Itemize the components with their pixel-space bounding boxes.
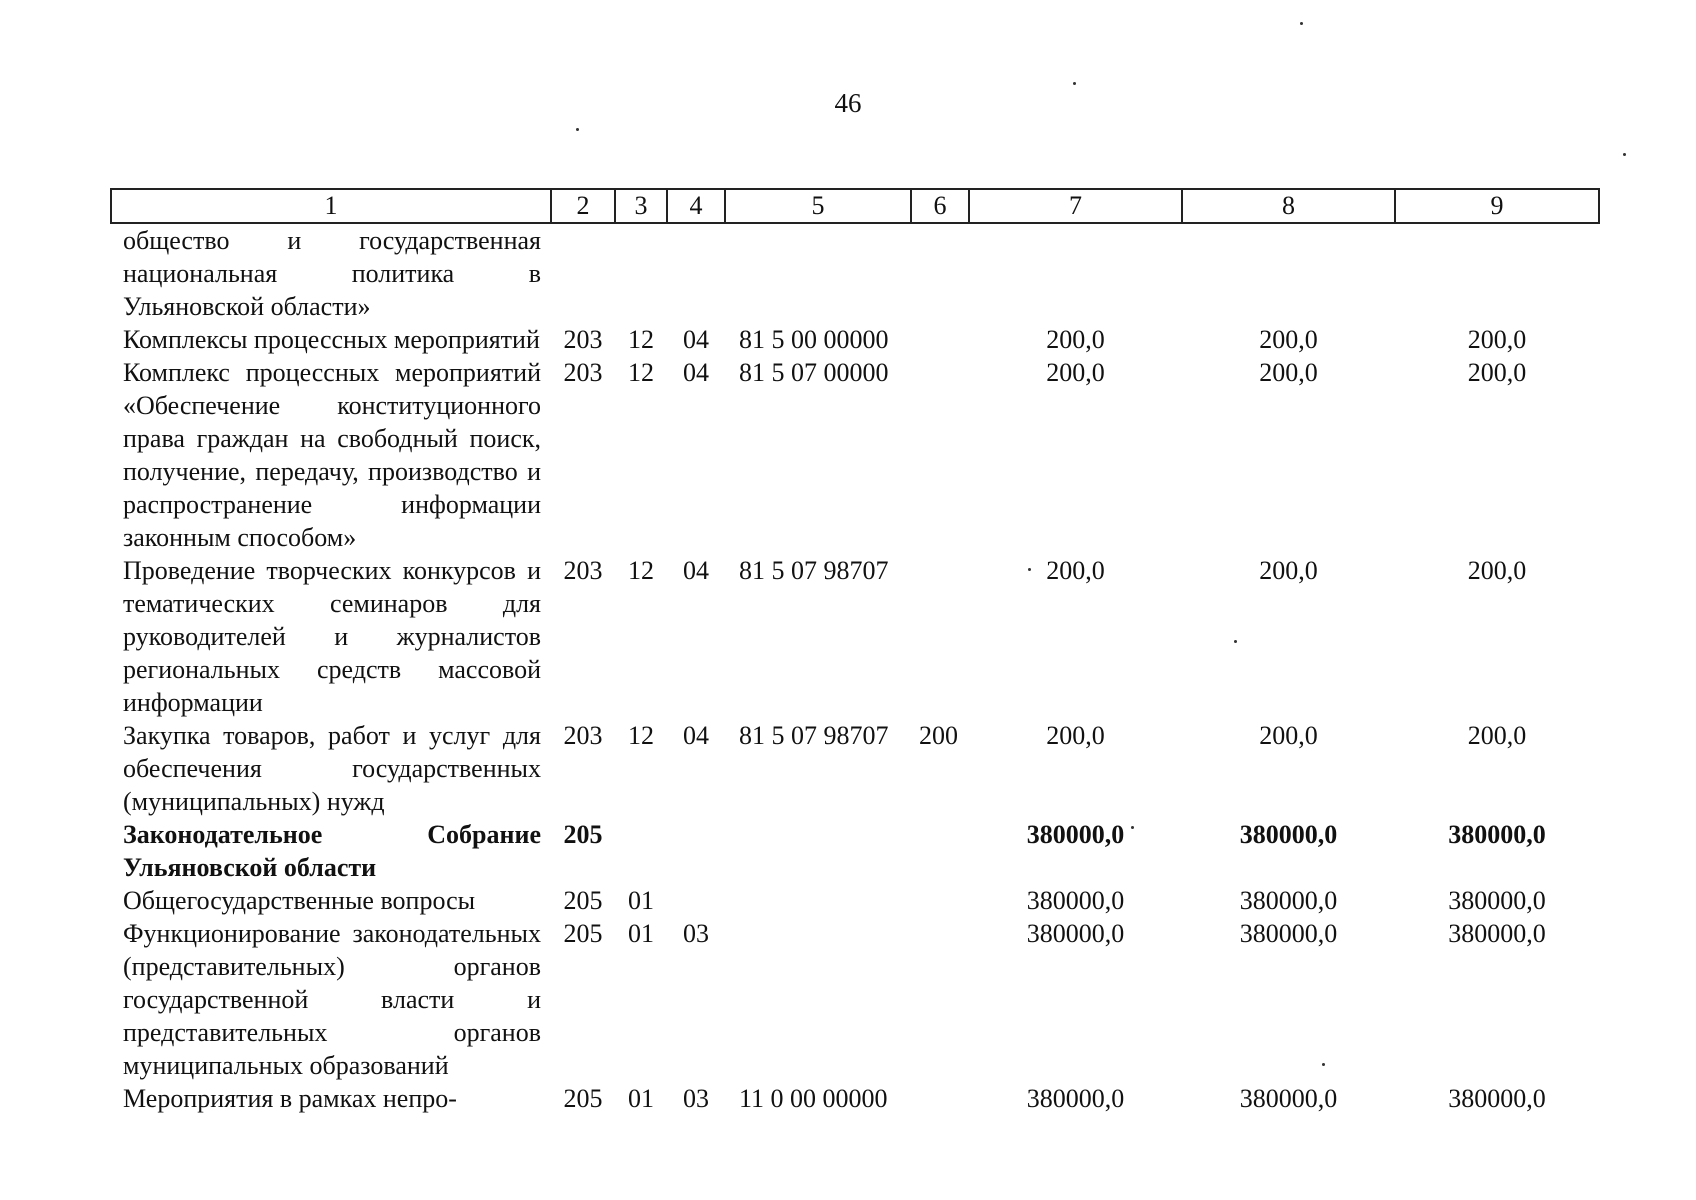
- row-name-cell: общество и государственная национальная политика в Ульяновской области»: [123, 226, 541, 321]
- row-value-cell-col2: 203: [563, 325, 603, 354]
- row-value-cell-col3: 01: [628, 919, 654, 948]
- row-value-cell-col7: 200,0: [1046, 325, 1105, 354]
- row-value-cell-col8: 380000,0: [1239, 820, 1338, 849]
- row-value-cell-col2: 203: [563, 556, 603, 585]
- row-value-cell-col5: 11 0 00 00000: [739, 1084, 888, 1113]
- row-value-cell-col6: [911, 554, 969, 719]
- row-value-cell-col7: 200,0: [1046, 556, 1105, 585]
- header-row: [111, 189, 1599, 223]
- row-value-cell-col6: [911, 223, 969, 323]
- budget-table: [110, 188, 1600, 1115]
- row-value-cell-col2: 205: [563, 919, 603, 948]
- table-row: [111, 917, 1599, 1082]
- row-name-cell: Функционирование законодательных (представительных) органов государственной власти и представительных органов муниципальных образований: [123, 919, 541, 1080]
- table-row: [111, 719, 1599, 818]
- row-value-cell-col8: 200,0: [1259, 721, 1318, 750]
- row-value-cell-col7: 200,0: [1046, 721, 1105, 750]
- row-name-cell: Закупка товаров, работ и услуг для обеспечения государственных (муниципальных) нужд: [123, 721, 541, 816]
- row-value-cell-col2: 203: [563, 721, 603, 750]
- table-row: [111, 554, 1599, 719]
- row-value-cell-col5: 81 5 07 00000: [739, 358, 889, 387]
- scan-speck: [1322, 1063, 1325, 1066]
- row-value-cell-col7: [969, 223, 1182, 323]
- row-value-cell-col6: [911, 356, 969, 554]
- table-row: [111, 323, 1599, 356]
- scan-speck: [1131, 826, 1134, 829]
- row-value-cell-col9: 200,0: [1467, 325, 1527, 354]
- column-header-7: 7: [969, 189, 1182, 223]
- row-value-cell-col7: 380000,0: [1026, 919, 1125, 948]
- row-value-cell-col4: 04: [683, 556, 709, 585]
- row-value-cell-col8: 200,0: [1259, 358, 1318, 387]
- row-value-cell-col5: 81 5 07 98707: [739, 721, 889, 750]
- column-header-4: 4: [667, 189, 725, 223]
- row-value-cell-col4: [667, 223, 725, 323]
- row-value-cell-col8: 380000,0: [1239, 886, 1338, 915]
- row-value-cell-col6: [911, 323, 969, 356]
- row-value-cell-col9: 380000,0: [1448, 886, 1546, 915]
- row-value-cell-col5: 81 5 07 98707: [739, 556, 889, 585]
- row-value-cell-col4: [667, 818, 725, 884]
- row-value-cell-col3: 12: [628, 325, 654, 354]
- row-value-cell-col2: 203: [563, 358, 603, 387]
- row-value-cell-col4: 04: [683, 721, 709, 750]
- row-value-cell-col4: 03: [683, 1084, 709, 1113]
- row-value-cell-col9: 200,0: [1467, 358, 1527, 387]
- column-header-8: 8: [1182, 189, 1395, 223]
- scan-speck: [1623, 153, 1626, 156]
- row-value-cell-col5: [725, 884, 911, 917]
- row-name-cell: Комплекс процессных мероприятий «Обеспечение конституционного права граждан на свободный поиск, получение, передачу, производство и распространение информации законным способом»: [123, 358, 541, 552]
- row-value-cell-col6: [911, 818, 969, 884]
- row-value-cell-col7: 380000,0: [1026, 1084, 1125, 1113]
- scan-speck: [1028, 568, 1031, 571]
- row-name-cell: Мероприятия в рамках непро-: [123, 1084, 457, 1113]
- scan-speck: [1300, 22, 1303, 25]
- row-value-cell-col9: 200,0: [1467, 721, 1527, 750]
- page-number: 46: [834, 88, 862, 118]
- row-value-cell-col9: 380000,0: [1448, 820, 1546, 849]
- row-value-cell-col3: 12: [628, 358, 654, 387]
- row-value-cell-col4: 04: [683, 325, 709, 354]
- row-value-cell-col2: [551, 223, 615, 323]
- row-value-cell-col6: [911, 917, 969, 1082]
- row-value-cell-col3: 01: [628, 1084, 654, 1113]
- row-value-cell-col6: [911, 1082, 969, 1115]
- row-value-cell-col8: 380000,0: [1239, 1084, 1338, 1113]
- column-header-9: 9: [1395, 189, 1599, 223]
- scan-speck: [1234, 640, 1237, 643]
- row-value-cell-col2: 205: [563, 1084, 603, 1113]
- row-value-cell-col3: 12: [628, 721, 654, 750]
- table-body: [111, 223, 1599, 1115]
- column-header-5: 5: [725, 189, 911, 223]
- row-value-cell-col7: 380000,0: [1026, 886, 1125, 915]
- row-value-cell-col3: [615, 818, 667, 884]
- row-value-cell-col2: 205: [563, 820, 603, 849]
- table-row: [111, 884, 1599, 917]
- column-header-3: 3: [615, 189, 667, 223]
- row-value-cell-col4: [667, 884, 725, 917]
- row-value-cell-col4: 04: [683, 358, 709, 387]
- row-value-cell-col8: 200,0: [1259, 325, 1318, 354]
- row-value-cell-col3: 12: [628, 556, 654, 585]
- row-name-cell: Проведение творческих конкурсов и тематических семинаров для руководителей и журналистов региональных средств массовой информации: [123, 556, 541, 717]
- row-value-cell-col5: [725, 818, 911, 884]
- row-value-cell-col7: 380000,0: [1026, 820, 1125, 849]
- row-value-cell-col3: 01: [628, 886, 654, 915]
- scan-speck: [1073, 82, 1076, 85]
- column-header-1: 1: [111, 189, 551, 223]
- row-value-cell-col4: 03: [683, 919, 709, 948]
- row-value-cell-col9: [1395, 223, 1599, 323]
- row-value-cell-col6: [911, 884, 969, 917]
- column-header-2: 2: [551, 189, 615, 223]
- row-name-cell: Законодательное Собрание Ульяновской области: [123, 820, 541, 882]
- row-value-cell-col8: [1182, 223, 1395, 323]
- row-value-cell-col5: [725, 917, 911, 1082]
- row-value-cell-col5: 81 5 00 00000: [739, 325, 889, 354]
- row-value-cell-col9: 200,0: [1467, 556, 1527, 585]
- row-name-cell: Комплексы процессных мероприятий: [123, 325, 540, 354]
- row-value-cell-col9: 380000,0: [1448, 1084, 1546, 1113]
- table-row: [111, 1082, 1599, 1115]
- column-header-6: 6: [911, 189, 969, 223]
- row-value-cell-col8: 380000,0: [1239, 919, 1338, 948]
- row-value-cell-col9: 380000,0: [1448, 919, 1546, 948]
- table-header: [111, 189, 1599, 223]
- row-value-cell-col8: 200,0: [1259, 556, 1318, 585]
- row-value-cell-col3: [615, 223, 667, 323]
- row-value-cell-col5: [725, 223, 911, 323]
- row-value-cell-col6: 200: [919, 721, 958, 750]
- row-value-cell-col2: 205: [563, 886, 603, 915]
- table-row: [111, 223, 1599, 323]
- table-row: [111, 818, 1599, 884]
- table-row: [111, 356, 1599, 554]
- scan-speck: [576, 128, 579, 131]
- row-name-cell: Общегосударственные вопросы: [123, 886, 476, 915]
- row-value-cell-col7: 200,0: [1046, 358, 1105, 387]
